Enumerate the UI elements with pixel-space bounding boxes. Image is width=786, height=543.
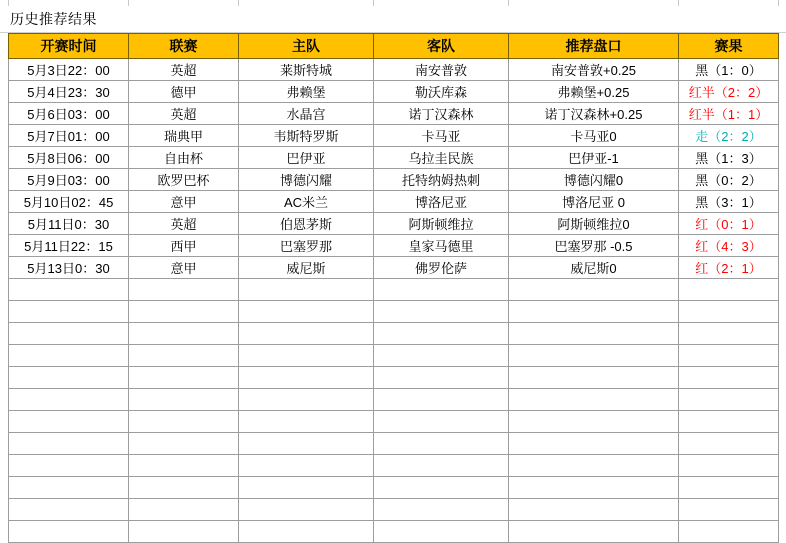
empty-table-row[interactable] xyxy=(9,279,779,301)
result-cell[interactable]: 走（2：2） xyxy=(679,125,779,147)
empty-cell[interactable] xyxy=(679,279,779,301)
empty-cell[interactable] xyxy=(239,521,374,543)
table-row[interactable] xyxy=(9,257,779,279)
table-body xyxy=(9,59,779,543)
column-header-league[interactable]: 联赛 xyxy=(129,34,239,59)
empty-table-row[interactable] xyxy=(9,345,779,367)
empty-cell[interactable] xyxy=(129,389,239,411)
page-title: 历史推荐结果 xyxy=(10,11,97,27)
home-team-cell[interactable]: 威尼斯 xyxy=(239,257,374,279)
handicap-cell[interactable]: 巴塞罗那 -0.5 xyxy=(509,235,679,257)
away-team-cell[interactable]: 托特纳姆热刺 xyxy=(374,169,509,191)
empty-cell[interactable] xyxy=(9,499,129,521)
empty-cell[interactable] xyxy=(239,477,374,499)
empty-table-row[interactable] xyxy=(9,367,779,389)
empty-cell[interactable] xyxy=(509,433,679,455)
empty-cell[interactable] xyxy=(239,323,374,345)
league-cell[interactable]: 意甲 xyxy=(129,257,239,279)
league-cell[interactable]: 瑞典甲 xyxy=(129,125,239,147)
empty-cell[interactable] xyxy=(509,345,679,367)
home-team-cell[interactable]: 莱斯特城 xyxy=(239,59,374,81)
empty-cell[interactable] xyxy=(374,499,509,521)
table-row[interactable] xyxy=(9,59,779,81)
home-team-cell[interactable]: 弗赖堡 xyxy=(239,81,374,103)
handicap-cell[interactable]: 诺丁汉森林+0.25 xyxy=(509,103,679,125)
result-cell[interactable]: 黑（1：0） xyxy=(679,59,779,81)
empty-cell[interactable] xyxy=(9,389,129,411)
result-cell[interactable]: 黑（0：2） xyxy=(679,169,779,191)
empty-cell[interactable] xyxy=(679,433,779,455)
handicap-cell[interactable]: 弗赖堡+0.25 xyxy=(509,81,679,103)
empty-cell[interactable] xyxy=(679,367,779,389)
column-header-away[interactable]: 客队 xyxy=(374,34,509,59)
handicap-cell[interactable]: 巴伊亚-1 xyxy=(509,147,679,169)
empty-cell[interactable] xyxy=(239,433,374,455)
empty-cell[interactable] xyxy=(9,455,129,477)
empty-cell[interactable] xyxy=(679,323,779,345)
empty-cell[interactable] xyxy=(374,323,509,345)
empty-cell[interactable] xyxy=(239,499,374,521)
home-team-cell[interactable]: 伯恩茅斯 xyxy=(239,213,374,235)
empty-cell[interactable] xyxy=(9,345,129,367)
empty-cell[interactable] xyxy=(679,521,779,543)
empty-table-row[interactable] xyxy=(9,301,779,323)
league-cell[interactable]: 西甲 xyxy=(129,235,239,257)
result-cell[interactable]: 红（2：1） xyxy=(679,257,779,279)
empty-cell[interactable] xyxy=(374,389,509,411)
match-time-cell[interactable]: 5月11日0：30 xyxy=(9,213,129,235)
empty-cell[interactable] xyxy=(509,411,679,433)
empty-cell[interactable] xyxy=(509,389,679,411)
empty-table-row[interactable] xyxy=(9,521,779,543)
away-team-cell[interactable]: 佛罗伦萨 xyxy=(374,257,509,279)
home-team-cell[interactable]: 博德闪耀 xyxy=(239,169,374,191)
home-team-cell[interactable]: AC米兰 xyxy=(239,191,374,213)
handicap-cell[interactable]: 博德闪耀0 xyxy=(509,169,679,191)
empty-table-row[interactable] xyxy=(9,499,779,521)
home-team-cell[interactable]: 韦斯特罗斯 xyxy=(239,125,374,147)
table-row[interactable] xyxy=(9,103,779,125)
empty-cell[interactable] xyxy=(129,323,239,345)
match-time-cell[interactable]: 5月9日03：00 xyxy=(9,169,129,191)
empty-cell[interactable] xyxy=(9,411,129,433)
match-time-cell[interactable]: 5月3日22：00 xyxy=(9,59,129,81)
empty-cell[interactable] xyxy=(129,499,239,521)
empty-cell[interactable] xyxy=(679,477,779,499)
league-cell[interactable]: 英超 xyxy=(129,103,239,125)
empty-cell[interactable] xyxy=(129,433,239,455)
empty-cell[interactable] xyxy=(509,279,679,301)
empty-table-row[interactable] xyxy=(9,389,779,411)
empty-cell[interactable] xyxy=(679,411,779,433)
handicap-cell[interactable]: 阿斯顿维拉0 xyxy=(509,213,679,235)
table-header-row xyxy=(9,34,779,59)
empty-cell[interactable] xyxy=(374,455,509,477)
empty-cell[interactable] xyxy=(374,279,509,301)
empty-cell[interactable] xyxy=(129,301,239,323)
empty-cell[interactable] xyxy=(239,301,374,323)
table-row[interactable] xyxy=(9,235,779,257)
column-header-result[interactable]: 赛果 xyxy=(679,34,779,59)
empty-cell[interactable] xyxy=(9,323,129,345)
match-time-cell[interactable]: 5月11日22：15 xyxy=(9,235,129,257)
empty-cell[interactable] xyxy=(239,345,374,367)
title-row xyxy=(0,6,786,33)
away-team-cell[interactable]: 阿斯顿维拉 xyxy=(374,213,509,235)
away-team-cell[interactable]: 乌拉圭民族 xyxy=(374,147,509,169)
away-team-cell[interactable]: 卡马亚 xyxy=(374,125,509,147)
empty-table-row[interactable] xyxy=(9,433,779,455)
empty-cell[interactable] xyxy=(239,455,374,477)
empty-cell[interactable] xyxy=(9,367,129,389)
empty-cell[interactable] xyxy=(374,521,509,543)
empty-cell[interactable] xyxy=(129,411,239,433)
empty-cell[interactable] xyxy=(129,279,239,301)
empty-cell[interactable] xyxy=(679,389,779,411)
empty-cell[interactable] xyxy=(239,411,374,433)
empty-cell[interactable] xyxy=(374,477,509,499)
empty-cell[interactable] xyxy=(9,433,129,455)
empty-cell[interactable] xyxy=(9,521,129,543)
handicap-cell[interactable]: 卡马亚0 xyxy=(509,125,679,147)
empty-cell[interactable] xyxy=(509,367,679,389)
league-cell[interactable]: 英超 xyxy=(129,59,239,81)
away-team-cell[interactable]: 博洛尼亚 xyxy=(374,191,509,213)
league-cell[interactable]: 意甲 xyxy=(129,191,239,213)
match-time-cell[interactable]: 5月6日03：00 xyxy=(9,103,129,125)
empty-cell[interactable] xyxy=(679,345,779,367)
empty-cell[interactable] xyxy=(129,345,239,367)
table-row[interactable] xyxy=(9,147,779,169)
empty-cell[interactable] xyxy=(9,477,129,499)
table-row[interactable] xyxy=(9,125,779,147)
league-cell[interactable]: 欧罗巴杯 xyxy=(129,169,239,191)
handicap-cell[interactable]: 南安普敦+0.25 xyxy=(509,59,679,81)
empty-cell[interactable] xyxy=(9,301,129,323)
table-row[interactable] xyxy=(9,169,779,191)
empty-table-row[interactable] xyxy=(9,411,779,433)
empty-cell[interactable] xyxy=(679,499,779,521)
column-header-handicap[interactable]: 推荐盘口 xyxy=(509,34,679,59)
empty-cell[interactable] xyxy=(374,367,509,389)
home-team-cell[interactable]: 巴塞罗那 xyxy=(239,235,374,257)
table-row[interactable] xyxy=(9,191,779,213)
empty-cell[interactable] xyxy=(679,455,779,477)
empty-cell[interactable] xyxy=(509,477,679,499)
away-team-cell[interactable]: 勒沃库森 xyxy=(374,81,509,103)
match-time-cell[interactable]: 5月13日0：30 xyxy=(9,257,129,279)
history-recommendation-table xyxy=(8,33,779,543)
away-team-cell[interactable]: 南安普敦 xyxy=(374,59,509,81)
match-time-cell[interactable]: 5月7日01：00 xyxy=(9,125,129,147)
away-team-cell[interactable]: 诺丁汉森林 xyxy=(374,103,509,125)
empty-table-row[interactable] xyxy=(9,455,779,477)
empty-cell[interactable] xyxy=(374,345,509,367)
empty-cell[interactable] xyxy=(509,301,679,323)
column-header-home[interactable]: 主队 xyxy=(239,34,374,59)
result-cell[interactable]: 红半（2：2） xyxy=(679,81,779,103)
result-cell[interactable]: 红半（1：1） xyxy=(679,103,779,125)
empty-table-row[interactable] xyxy=(9,477,779,499)
handicap-cell[interactable]: 博洛尼亚 0 xyxy=(509,191,679,213)
empty-cell[interactable] xyxy=(239,389,374,411)
empty-cell[interactable] xyxy=(374,301,509,323)
empty-cell[interactable] xyxy=(129,367,239,389)
result-cell[interactable]: 红（0：1） xyxy=(679,213,779,235)
empty-cell[interactable] xyxy=(374,411,509,433)
result-cell[interactable]: 黑（3：1） xyxy=(679,191,779,213)
away-team-cell[interactable]: 皇家马德里 xyxy=(374,235,509,257)
table-row[interactable] xyxy=(9,213,779,235)
empty-cell[interactable] xyxy=(509,323,679,345)
league-cell[interactable]: 英超 xyxy=(129,213,239,235)
handicap-cell[interactable]: 威尼斯0 xyxy=(509,257,679,279)
league-cell[interactable]: 德甲 xyxy=(129,81,239,103)
empty-cell[interactable] xyxy=(374,433,509,455)
empty-cell[interactable] xyxy=(239,367,374,389)
empty-cell[interactable] xyxy=(509,499,679,521)
home-team-cell[interactable]: 巴伊亚 xyxy=(239,147,374,169)
empty-table-row[interactable] xyxy=(9,323,779,345)
match-time-cell[interactable]: 5月10日02：45 xyxy=(9,191,129,213)
result-cell[interactable]: 黑（1：3） xyxy=(679,147,779,169)
match-time-cell[interactable]: 5月4日23：30 xyxy=(9,81,129,103)
empty-cell[interactable] xyxy=(239,279,374,301)
league-cell[interactable]: 自由杯 xyxy=(129,147,239,169)
match-time-cell[interactable]: 5月8日06：00 xyxy=(9,147,129,169)
result-cell[interactable]: 红（4：3） xyxy=(679,235,779,257)
empty-cell[interactable] xyxy=(129,477,239,499)
column-header-time[interactable]: 开赛时间 xyxy=(9,34,129,59)
empty-cell[interactable] xyxy=(9,279,129,301)
empty-cell[interactable] xyxy=(129,455,239,477)
empty-cell[interactable] xyxy=(129,521,239,543)
table-row[interactable] xyxy=(9,81,779,103)
empty-cell[interactable] xyxy=(509,455,679,477)
home-team-cell[interactable]: 水晶宫 xyxy=(239,103,374,125)
empty-cell[interactable] xyxy=(509,521,679,543)
empty-cell[interactable] xyxy=(679,301,779,323)
